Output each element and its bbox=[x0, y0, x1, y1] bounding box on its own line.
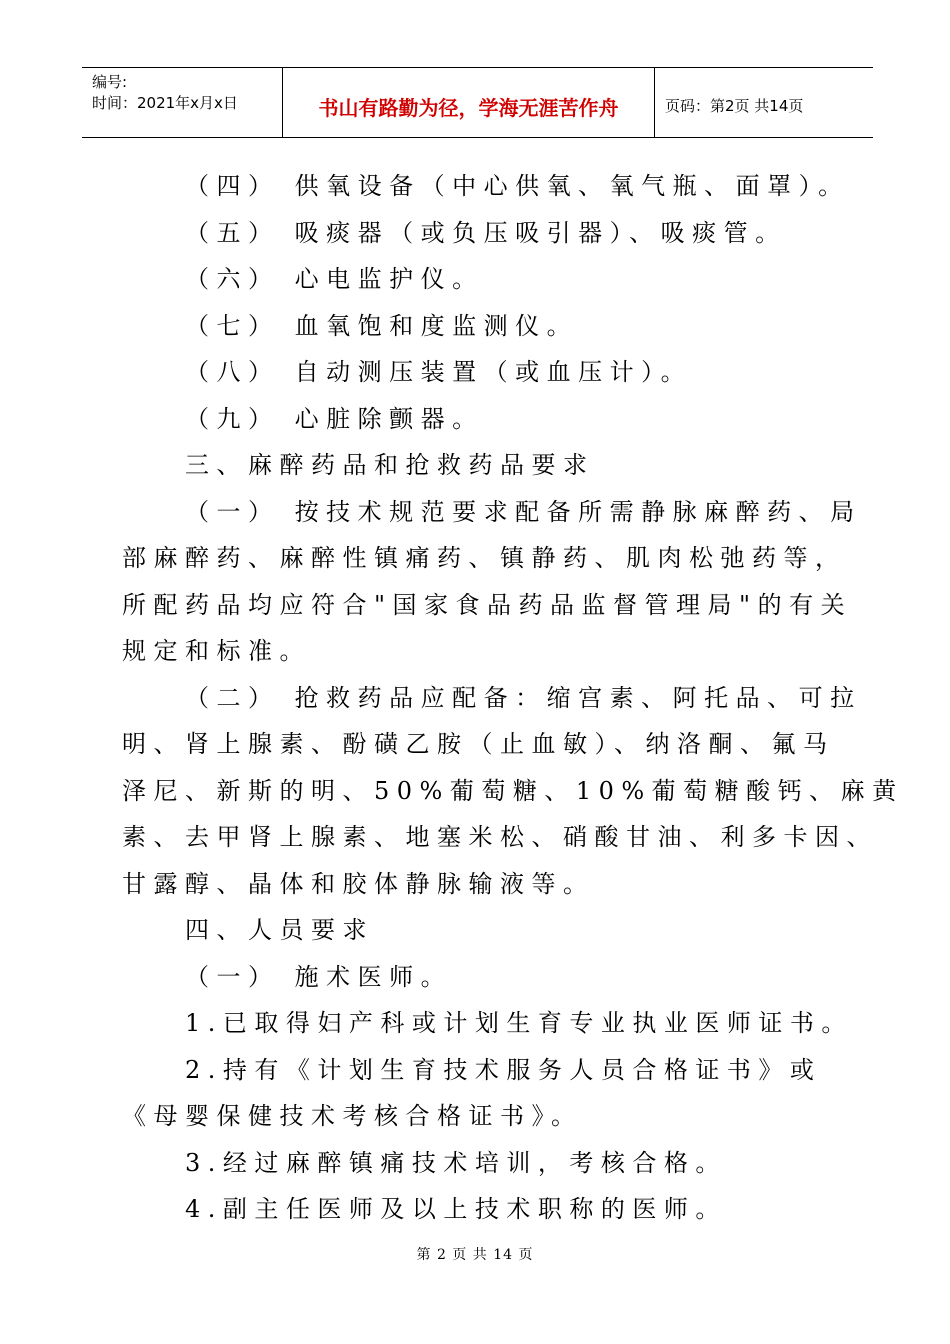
body-line: （九） 心脏除颤器。 bbox=[185, 404, 484, 433]
body-line: （七） 血氧饱和度监测仪。 bbox=[185, 311, 579, 340]
header-motto: 书山有路勤为径，学海无涯苦作舟 bbox=[318, 96, 619, 120]
body-line: （六） 心电监护仪。 bbox=[185, 265, 484, 293]
body-line: 部麻醉药、麻醉性镇痛药、镇静药、肌肉松弛药等， bbox=[122, 544, 847, 572]
body-line: （五） 吸痰器（或负压吸引器）、吸痰管。 bbox=[185, 218, 787, 247]
header-page-info: 页码：第2页 共14页 bbox=[665, 97, 804, 115]
body-line: 素、去甲肾上腺素、地塞米松、硝酸甘油、利多卡因、 bbox=[122, 823, 878, 851]
section-heading: 三、麻醉药品和抢救药品要求 bbox=[185, 451, 595, 479]
body-line: 《母婴保健技术考核合格证书》。 bbox=[122, 1102, 583, 1130]
body-line: （一） 按技术规范要求配备所需静脉麻醉药、局 bbox=[185, 497, 862, 526]
body-line: 1.已取得妇产科或计划生育专业执业医师证书。 bbox=[185, 1009, 853, 1037]
body-line: 3.经过麻醉镇痛技术培训，考核合格。 bbox=[185, 1148, 727, 1177]
header-motto-cell bbox=[283, 68, 655, 137]
body-line: 明、肾上腺素、酚磺乙胺（止血敏）、纳洛酮、氟马 bbox=[122, 730, 835, 758]
header-page-cell bbox=[655, 68, 873, 137]
header-meta-cell bbox=[82, 68, 283, 137]
body-line: 2.持有《计划生育技术服务人员合格证书》或 bbox=[185, 1055, 822, 1084]
document-time-label: 时间：2021年x月x日 bbox=[92, 94, 238, 112]
body-line: 规定和标准。 bbox=[122, 637, 311, 665]
section-heading: 四、人员要求 bbox=[185, 916, 374, 944]
body-line: 泽尼、新斯的明、50%葡萄糖、10%葡萄糖酸钙、麻黄 bbox=[122, 776, 904, 805]
document-body bbox=[122, 163, 904, 1233]
body-line: （四） 供氧设备（中心供氧、氧气瓶、面罩）。 bbox=[185, 172, 850, 200]
body-line: （一） 施术医师。 bbox=[185, 962, 453, 991]
document-number-label: 编号: bbox=[92, 73, 128, 91]
page-footer: 第 2 页 共 14 页 bbox=[416, 1247, 534, 1263]
document-header bbox=[82, 67, 873, 138]
body-line: 甘露醇、晶体和胶体静脉输液等。 bbox=[122, 869, 595, 898]
body-line: 所配药品均应符合"国家食品药品监督管理局"的有关 bbox=[122, 590, 853, 619]
body-line: 4.副主任医师及以上技术职称的医师。 bbox=[185, 1195, 727, 1223]
body-line: （二） 抢救药品应配备：缩宫素、阿托品、可拉 bbox=[185, 683, 862, 712]
body-line: （八） 自动测压装置（或血压计）。 bbox=[185, 358, 693, 386]
